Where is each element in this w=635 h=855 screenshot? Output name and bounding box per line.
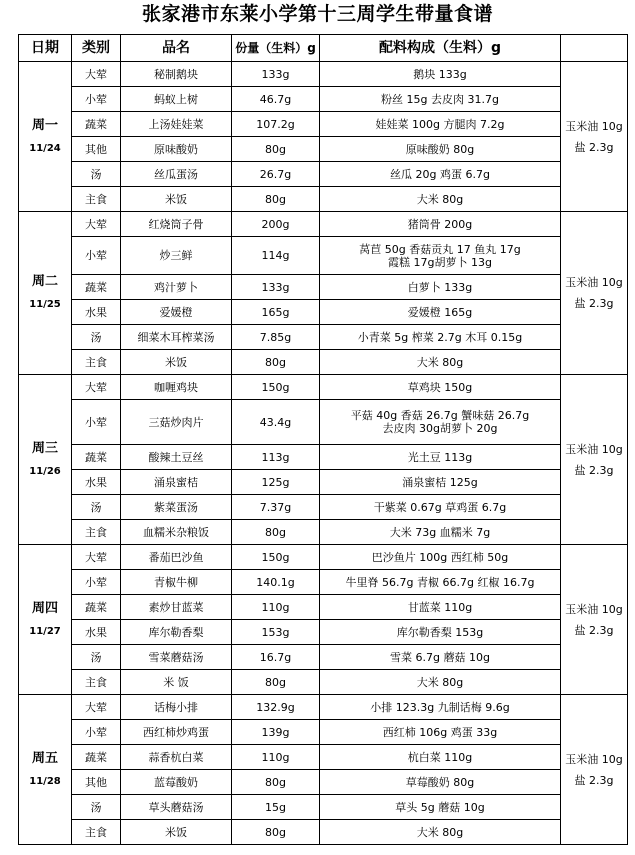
ingredients-cell [320,620,561,645]
portion-cell: 114g [232,237,320,275]
portion-cell: 165g [232,300,320,325]
ingredient-line: 霞糕 17g胡萝卜 13g [388,255,492,269]
day-date: 11/27 [29,625,61,637]
salt-amount: 盐 2.3g [574,623,614,637]
ingredient-line: 猪筒骨 200g [407,217,473,231]
portion-cell: 80g [232,350,320,375]
dish-cell: 秘制鹅块 [121,62,232,87]
ingredient-line: 干紫菜 0.67g 草鸡蛋 6.7g [373,500,507,514]
table-row [19,87,628,112]
portion-cell: 150g [232,375,320,400]
category-cell: 主食 [72,350,121,375]
dish-cell: 米饭 [121,350,232,375]
seasoning-cell [561,375,628,545]
seasoning-cell [561,62,628,212]
portion-cell: 139g [232,720,320,745]
header-dish: 品名 [121,35,232,62]
ingredient-line: 雪菜 6.7g 蘑菇 10g [390,650,490,664]
portion-cell: 26.7g [232,162,320,187]
ingredients-cell [320,212,561,237]
category-cell: 汤 [72,645,121,670]
day-name: 周四 [31,600,58,616]
dish-cell: 红烧筒子骨 [121,212,232,237]
category-cell: 小荤 [72,237,121,275]
ingredient-line: 原味酸奶 80g [405,142,475,156]
portion-cell: 140.1g [232,570,320,595]
portion-cell: 16.7g [232,645,320,670]
portion-cell: 200g [232,212,320,237]
ingredients-cell [320,137,561,162]
ingredient-line: 大米 73g 血糯米 7g [389,525,491,539]
ingredient-line: 大米 80g [416,192,464,206]
ingredient-line: 草鸡块 150g [407,380,473,394]
day-date: 11/24 [29,142,61,154]
table-row [19,745,628,770]
dish-cell: 细菜木耳榨菜汤 [121,325,232,350]
category-cell: 大荤 [72,212,121,237]
portion-cell: 7.37g [232,495,320,520]
seasoning-cell [561,212,628,375]
category-cell: 小荤 [72,87,121,112]
category-cell: 主食 [72,820,121,845]
category-cell: 主食 [72,520,121,545]
ingredients-cell [320,495,561,520]
table-row [19,112,628,137]
dish-cell: 草头蘑菇汤 [121,795,232,820]
ingredient-line: 大米 80g [416,825,464,839]
day-name: 周三 [31,440,58,456]
table-row [19,162,628,187]
seasoning-cell [561,545,628,695]
category-cell: 蔬菜 [72,275,121,300]
dish-cell: 蒜香杭白菜 [121,745,232,770]
ingredient-line: 西红柿 106g 鸡蛋 33g [382,725,498,739]
ingredient-line: 鹅块 133g [413,67,467,81]
category-cell: 其他 [72,137,121,162]
ingredient-line: 白萝卜 133g [407,280,473,294]
ingredients-cell [320,595,561,620]
oil-amount: 玉米油 10g [565,119,623,133]
portion-cell: 46.7g [232,87,320,112]
day-cell [19,545,72,695]
table-row [19,670,628,695]
ingredient-line: 甘蓝菜 110g [407,600,473,614]
portion-cell: 80g [232,820,320,845]
ingredients-cell [320,62,561,87]
ingredients-cell [320,275,561,300]
day-date: 11/28 [29,775,61,787]
day-cell [19,62,72,212]
table-row [19,275,628,300]
category-cell: 主食 [72,670,121,695]
ingredients-cell [320,820,561,845]
portion-cell: 125g [232,470,320,495]
portion-cell: 110g [232,595,320,620]
dish-cell: 丝瓜蛋汤 [121,162,232,187]
category-cell: 主食 [72,187,121,212]
table-row [19,820,628,845]
seasoning-cell [561,695,628,845]
dish-cell: 青椒牛柳 [121,570,232,595]
category-cell: 大荤 [72,62,121,87]
portion-cell: 133g [232,275,320,300]
dish-cell: 米 饭 [121,670,232,695]
category-cell: 小荤 [72,400,121,445]
ingredients-cell [320,795,561,820]
table-row [19,495,628,520]
ingredient-line: 大米 80g [416,675,464,689]
ingredients-cell [320,445,561,470]
ingredients-cell [320,300,561,325]
category-cell: 小荤 [72,570,121,595]
table-row [19,62,628,87]
portion-cell: 80g [232,520,320,545]
portion-cell: 110g [232,745,320,770]
header-portion: 份量（生料）g [232,35,320,62]
header-ingredients: 配料构成（生料）g [320,35,561,62]
ingredient-line: 大米 80g [416,355,464,369]
ingredients-cell [320,112,561,137]
ingredients-cell [320,237,561,275]
ingredient-line: 草头 5g 蘑菇 10g [395,800,485,814]
portion-cell: 150g [232,545,320,570]
category-cell: 汤 [72,495,121,520]
ingredient-line: 莴苣 50g 香菇贡丸 17 鱼丸 17g [359,242,521,256]
dish-cell: 蓝莓酸奶 [121,770,232,795]
category-cell: 蔬菜 [72,112,121,137]
salt-amount: 盐 2.3g [574,297,614,310]
table-row [19,237,628,275]
dish-cell: 原味酸奶 [121,137,232,162]
table-row [19,470,628,495]
ingredients-cell [320,745,561,770]
dish-cell: 紫菜蛋汤 [121,495,232,520]
day-cell [19,375,72,545]
table-row [19,400,628,445]
dish-cell: 西红柿炒鸡蛋 [121,720,232,745]
ingredients-cell [320,570,561,595]
ingredients-cell [320,400,561,445]
category-cell: 蔬菜 [72,445,121,470]
header-row [19,35,628,62]
ingredient-line: 粉丝 15g 去皮肉 31.7g [381,92,499,106]
ingredient-line: 库尔勒香梨 153g [396,625,484,639]
ingredient-line: 牛里脊 56.7g 青椒 66.7g 红椒 16.7g [345,575,535,589]
portion-cell: 80g [232,137,320,162]
portion-cell: 15g [232,795,320,820]
table-row [19,720,628,745]
dish-cell: 爱媛橙 [121,300,232,325]
table-row [19,645,628,670]
portion-cell: 80g [232,670,320,695]
ingredient-line: 草莓酸奶 80g [405,775,475,789]
oil-amount: 玉米油 10g [565,602,623,616]
header-category: 类别 [72,35,121,62]
category-cell: 蔬菜 [72,745,121,770]
dish-cell: 素炒甘蓝菜 [121,595,232,620]
dish-cell: 蚂蚁上树 [121,87,232,112]
ingredient-line: 小青菜 5g 榨菜 2.7g 木耳 0.15g [357,330,523,344]
portion-cell: 43.4g [232,400,320,445]
page-title: 张家港市东莱小学第十三周学生带量食谱 [141,3,493,25]
category-cell: 汤 [72,795,121,820]
dish-cell: 库尔勒香梨 [121,620,232,645]
category-cell: 汤 [72,325,121,350]
ingredient-line: 杭白菜 110g [407,750,473,764]
table-row [19,795,628,820]
dish-cell: 涌泉蜜桔 [121,470,232,495]
ingredients-cell [320,520,561,545]
oil-amount: 玉米油 10g [565,752,623,766]
portion-cell: 133g [232,62,320,87]
oil-amount: 玉米油 10g [565,442,623,456]
category-cell: 小荤 [72,720,121,745]
category-cell: 蔬菜 [72,595,121,620]
dish-cell: 酸辣土豆丝 [121,445,232,470]
day-name: 周五 [31,750,58,766]
table-row [19,212,628,237]
ingredients-cell [320,695,561,720]
dish-cell: 血糯米杂粮饭 [121,520,232,545]
category-cell: 大荤 [72,375,121,400]
category-cell: 其他 [72,770,121,795]
portion-cell: 132.9g [232,695,320,720]
salt-amount: 盐 2.3g [574,773,614,787]
dish-cell: 米饭 [121,820,232,845]
table-row [19,300,628,325]
ingredient-line: 平菇 40g 香菇 26.7g 蟹味菇 26.7g [350,409,530,422]
ingredient-line: 爱媛橙 165g [407,305,473,319]
ingredients-cell [320,162,561,187]
ingredients-cell [320,375,561,400]
table-row [19,770,628,795]
menu-table [18,34,628,845]
table-row [19,595,628,620]
day-name: 周二 [31,274,58,289]
table-row [19,350,628,375]
header-extra [561,35,628,62]
portion-cell: 107.2g [232,112,320,137]
dish-cell: 番茄巴沙鱼 [121,545,232,570]
dish-cell: 三菇炒肉片 [121,400,232,445]
ingredient-line: 去皮肉 30g胡萝卜 20g [382,422,498,435]
dish-cell: 炒三鲜 [121,237,232,275]
ingredients-cell [320,645,561,670]
ingredient-line: 娃娃菜 100g 方腿肉 7.2g [375,117,505,131]
table-row [19,325,628,350]
category-cell: 汤 [72,162,121,187]
ingredient-line: 巴沙鱼片 100g 西红柿 50g [371,550,509,564]
ingredients-cell [320,87,561,112]
portion-cell: 153g [232,620,320,645]
category-cell: 大荤 [72,545,121,570]
table-row [19,545,628,570]
ingredients-cell [320,670,561,695]
table-row [19,375,628,400]
day-cell [19,212,72,375]
ingredients-cell [320,325,561,350]
ingredients-cell [320,350,561,375]
portion-cell: 7.85g [232,325,320,350]
dish-cell: 鸡汁萝卜 [121,275,232,300]
salt-amount: 盐 2.3g [574,463,614,477]
table-row [19,445,628,470]
day-date: 11/25 [29,299,61,310]
table-row [19,520,628,545]
dish-cell: 话梅小排 [121,695,232,720]
ingredients-cell [320,187,561,212]
day-date: 11/26 [29,465,61,477]
ingredients-cell [320,545,561,570]
day-cell [19,695,72,845]
table-row [19,570,628,595]
ingredients-cell [320,770,561,795]
category-cell: 水果 [72,620,121,645]
dish-cell: 咖喱鸡块 [121,375,232,400]
table-row [19,137,628,162]
category-cell: 水果 [72,300,121,325]
ingredient-line: 涌泉蜜桔 125g [402,475,478,489]
dish-cell: 米饭 [121,187,232,212]
salt-amount: 盐 2.3g [574,140,614,154]
category-cell: 大荤 [72,695,121,720]
ingredient-line: 小排 123.3g 九制话梅 9.6g [370,700,510,714]
ingredients-cell [320,720,561,745]
ingredient-line: 丝瓜 20g 鸡蛋 6.7g [390,167,490,181]
ingredients-cell [320,470,561,495]
oil-amount: 玉米油 10g [565,276,623,289]
day-name: 周一 [31,117,58,133]
dish-cell: 上汤娃娃菜 [121,112,232,137]
portion-cell: 80g [232,770,320,795]
header-day: 日期 [19,35,72,62]
portion-cell: 80g [232,187,320,212]
table-row [19,695,628,720]
portion-cell: 113g [232,445,320,470]
table-row [19,187,628,212]
ingredient-line: 光土豆 113g [407,450,473,464]
dish-cell: 雪菜蘑菇汤 [121,645,232,670]
category-cell: 水果 [72,470,121,495]
table-row [19,620,628,645]
